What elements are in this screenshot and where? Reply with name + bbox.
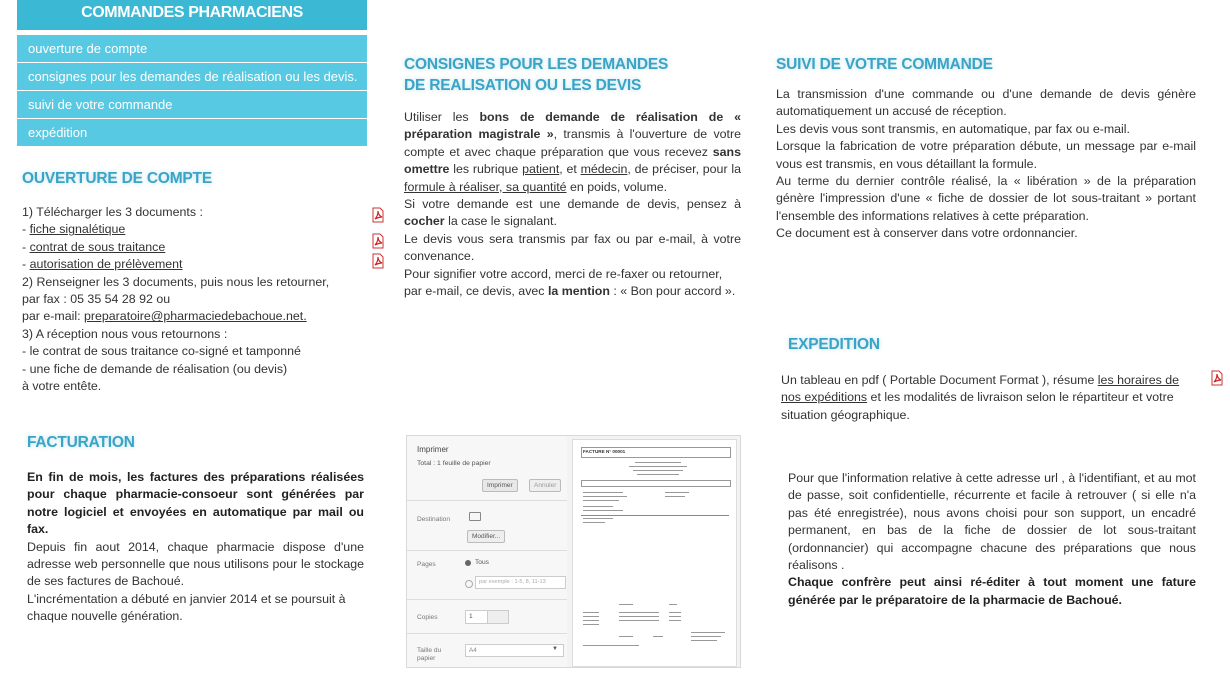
- txt-underline: médecin: [580, 162, 628, 177]
- txt-underline: formule à réaliser, sa quantité: [404, 179, 567, 194]
- print-dialog-total: Total : 1 feuille de papier: [417, 460, 491, 467]
- expedition-bold: Chaque confrère peut ainsi ré-éditer à tout moment une fature générée par le préparatoire de la pharmacie de Bachoué.: [788, 575, 1196, 607]
- suivi-p4: Au terme du dernier contrôle réalisé, la « libération » de la préparation génère l'impression d'une « fiche de dossier de lot sous-traitant » portant l'ensemble des informations relatives à cette préparation.: [776, 174, 1196, 223]
- radio-range-icon: [465, 580, 473, 588]
- menu-item-ouverture[interactable]: ouverture de compte: [17, 35, 367, 63]
- consignes-title-line1: CONSIGNES POUR LES DEMANDES: [404, 56, 669, 73]
- txt: : « Bon pour accord ».: [609, 284, 736, 299]
- suivi-text: [776, 86, 1196, 243]
- ouverture-step3: 3) A réception nous vous retournons :: [22, 326, 228, 341]
- expedition-info: [788, 470, 1196, 609]
- txt-bold: la mention: [547, 284, 610, 299]
- menu-header: COMMANDES PHARMACIENS: [17, 0, 367, 30]
- suivi-title: SUIVI DE VOTRE COMMANDE: [776, 56, 993, 73]
- ouverture-email-label: par e-mail:: [22, 309, 84, 324]
- pages-label: Pages: [417, 561, 436, 568]
- facturation-bold: En fin de mois, les factures des préparations réalisées pour chaque pharmacie-consoeur sont générées par notre logiciel et envoyées en automatique par mail ou fax.: [27, 470, 364, 537]
- menu-item-suivi[interactable]: suivi de votre commande: [17, 91, 367, 119]
- txt: Utiliser les: [404, 110, 480, 124]
- suivi-p5: Ce document est à conserver dans votre ordonnancier.: [776, 226, 1078, 241]
- print-dialog-settings: [407, 436, 567, 667]
- facturation-p3: L'incrémentation a débuté en janvier 2014 et se poursuit à chaque nouvelle génération.: [27, 591, 346, 624]
- pages-range-field: par exemple : 1-5, 8, 11-13: [475, 576, 566, 589]
- txt-underline: patient: [522, 162, 560, 177]
- consignes-text: [404, 109, 741, 300]
- link-fiche-signaletique[interactable]: fiche signalétique: [29, 222, 126, 237]
- invoice-header: FACTURE N° 00001: [583, 449, 626, 454]
- print-dialog-image: [406, 435, 741, 668]
- txt: Un tableau en pdf ( Portable Document Format ), résume: [781, 373, 1098, 387]
- pdf-icon[interactable]: [370, 207, 386, 223]
- link-autorisation-prelevement[interactable]: autorisation de prélèvement: [29, 257, 183, 272]
- txt: , transmis à l'ouverture de votre compte et avec chaque préparation que vous recevez: [404, 127, 742, 159]
- menu-item-consignes[interactable]: consignes pour les demandes de réalisation ou les devis.: [17, 63, 367, 91]
- txt: en poids, volume.: [566, 179, 668, 194]
- txt: , et: [559, 162, 581, 177]
- side-menu: [17, 35, 367, 147]
- link-contrat-sous-traitance[interactable]: contrat de sous traitance: [29, 239, 166, 254]
- ouverture-step2: 2) Renseigner les 3 documents, puis nous les retourner,: [22, 274, 330, 289]
- txt: et les modalités de livraison selon le répartiteur et votre situation géographique.: [781, 390, 1174, 422]
- txt: , de préciser, pour la: [627, 162, 741, 177]
- dash: -: [22, 222, 30, 237]
- consignes-devis: Le devis vous sera transmis par fax ou par e-mail, à votre convenance.: [404, 231, 741, 264]
- pdf-icon[interactable]: [370, 233, 386, 249]
- printer-icon: [469, 512, 481, 521]
- pdf-icon[interactable]: [1209, 370, 1225, 386]
- link-horaires-expeditions[interactable]: les horaires de nos expéditions: [781, 373, 1180, 405]
- ouverture-fax: par fax : 05 35 54 28 92 ou: [22, 292, 171, 307]
- radio-all-icon: [465, 560, 471, 566]
- facturation-p2: Depuis fin aout 2014, chaque pharmacie dispose d'une adresse web personnelle que nous utilisons pour le stockage de ses factures de Bachoué.: [27, 539, 364, 589]
- expedition-p2: Pour que l'information relative à cette adresse url , à l'identifiant, et au mot de passe, soit confidentielle, récurrente et facile à retrouver ( si elle n'a pas été enregistrée), nous avons choisi pour son support, un encadré permanent, en bas de la fiche de dossier de lot sous-traitant (ordonnancier) qui accompagne chacune des préparations que nous réalisons .: [788, 471, 1196, 573]
- ouverture-step3a: - le contrat de sous traitance co-signé et tamponné: [22, 344, 301, 359]
- copies-stepper: [487, 610, 509, 624]
- ouverture-text: [22, 204, 352, 395]
- ouverture-title: OUVERTURE DE COMPTE: [22, 170, 212, 187]
- txt: Pour signifier votre accord, merci de re-faxer ou retourner, par e-mail, ce devis, avec: [404, 266, 723, 299]
- paper-size-select: A4: [465, 644, 564, 657]
- expedition-text: [781, 372, 1201, 424]
- ouverture-step3c: à votre entête.: [22, 379, 102, 394]
- expedition-title: EXPEDITION: [788, 336, 880, 353]
- dash: -: [22, 239, 30, 254]
- txt: la case le signalant.: [444, 214, 557, 229]
- ouverture-step3b: - une fiche de demande de réalisation (ou devis): [22, 361, 288, 376]
- link-email[interactable]: preparatoire@pharmaciedebachoue.net.: [83, 309, 307, 324]
- paper-size-label: Taille du papier: [417, 647, 442, 662]
- suivi-p2: Les devis vous sont transmis, en automatique, par fax ou e-mail.: [776, 121, 1130, 136]
- facturation-title: FACTURATION: [27, 434, 135, 451]
- txt-bold: sans omettre: [404, 144, 741, 177]
- txt: Si votre demande est une demande de devis, pensez à: [404, 197, 741, 212]
- pages-all-label: Tous: [475, 559, 489, 566]
- txt-bold: bons de demande de réalisation de « préparation magistrale »: [404, 110, 741, 142]
- pdf-icon[interactable]: [370, 253, 386, 269]
- consignes-title: [404, 54, 668, 96]
- print-button: Imprimer: [482, 479, 518, 492]
- suivi-p3: Lorsque la fabrication de votre préparation débute, un message par e-mail vous est transmis, en vous détaillant la formule.: [776, 139, 1196, 171]
- print-dialog-title: Imprimer: [417, 445, 449, 454]
- menu-item-expedition[interactable]: expédition: [17, 119, 367, 147]
- change-button: Modifier...: [467, 530, 505, 543]
- txt-bold: cocher: [404, 214, 445, 229]
- suivi-p1: La transmission d'une commande ou d'une demande de devis génère automatiquement un accusé de réception.: [776, 87, 1196, 119]
- ouverture-step1: 1) Télécharger les 3 documents :: [22, 205, 203, 219]
- txt: les rubrique: [449, 162, 523, 177]
- facturation-text: [27, 469, 364, 626]
- destination-label: Destination: [417, 516, 450, 523]
- cancel-button: Annuler: [529, 479, 561, 492]
- chevron-down-icon: ▼: [552, 646, 558, 652]
- consignes-title-line2: DE REALISATION OU LES DEVIS: [404, 77, 642, 94]
- print-preview-document: [572, 439, 737, 667]
- copies-label: Copies: [417, 614, 438, 621]
- dash: -: [22, 257, 30, 272]
- copies-field: 1: [465, 610, 488, 624]
